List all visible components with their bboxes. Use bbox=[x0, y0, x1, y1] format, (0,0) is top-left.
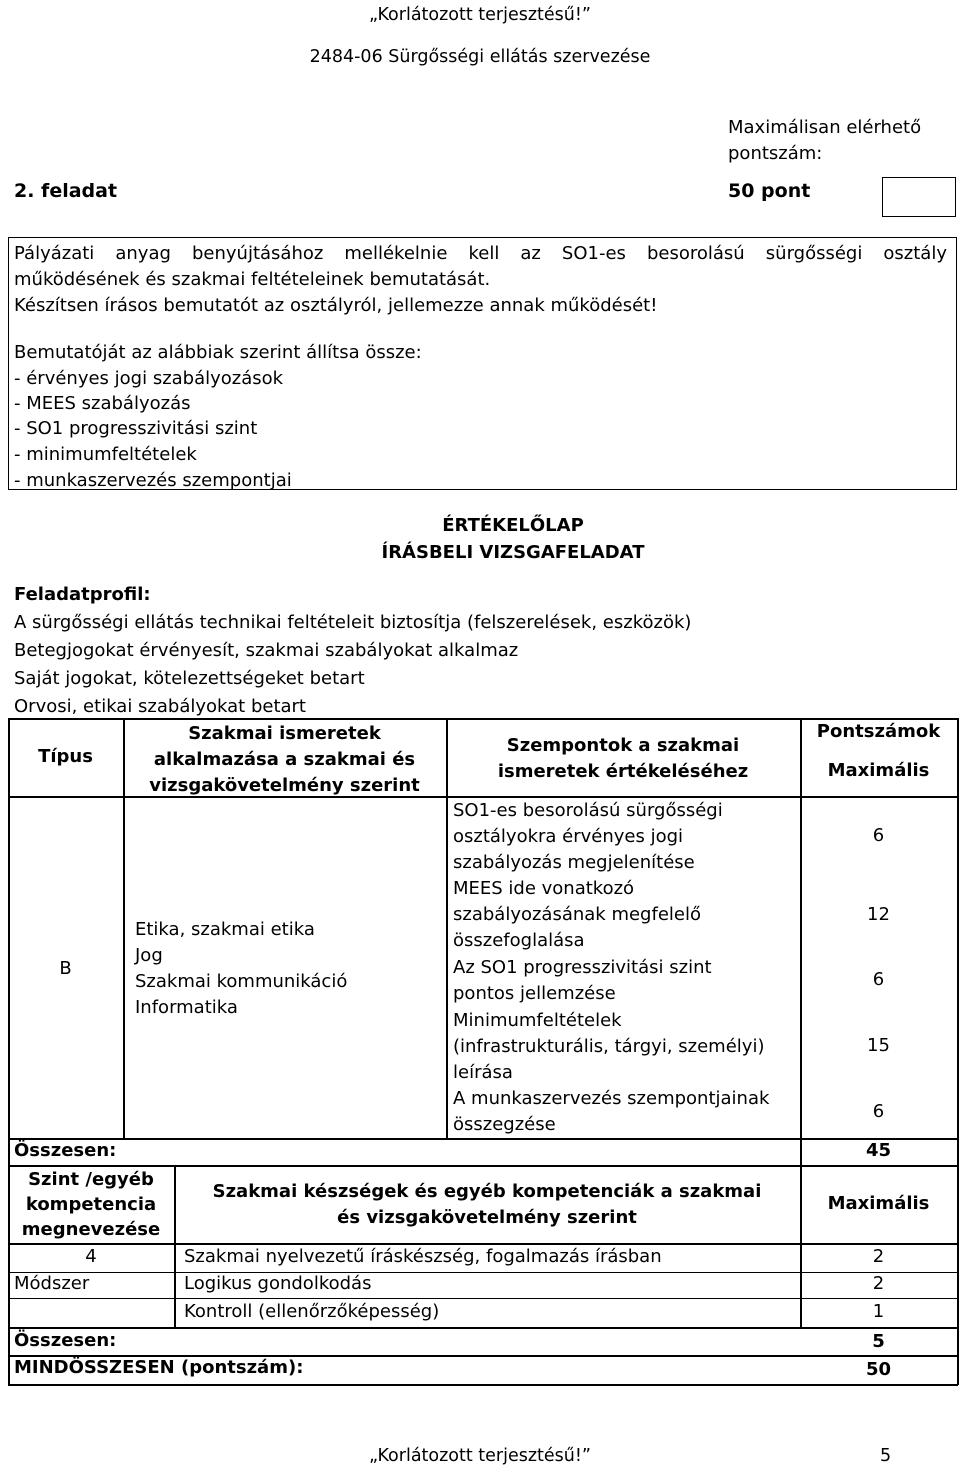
table2-total-label: Összesen: bbox=[14, 1330, 117, 1351]
sheet-title-line: ÍRÁSBELI VIZSGAFELADAT bbox=[381, 542, 645, 563]
criterion-line: összegzése bbox=[453, 1114, 556, 1135]
compose-item: - MEES szabályozás bbox=[14, 393, 191, 414]
criterion-points: 6 bbox=[872, 969, 885, 990]
table1-total-label: Összesen: bbox=[14, 1140, 117, 1161]
profile-item: Betegjogokat érvényesít, szakmai szabályokat alkalmaz bbox=[14, 640, 519, 661]
knowledge-list bbox=[135, 917, 347, 1021]
criterion-row bbox=[453, 955, 712, 1007]
col-header-skills bbox=[174, 1179, 800, 1231]
criterion-line: összefoglalása bbox=[453, 930, 585, 951]
criterion-line: leírása bbox=[453, 1062, 513, 1083]
criterion-row bbox=[453, 798, 723, 876]
header-line: kompetencia bbox=[25, 1194, 157, 1215]
criterion-line: Minimumfeltételek bbox=[453, 1010, 622, 1031]
criterion-row bbox=[453, 1008, 764, 1086]
table1-total-value: 45 bbox=[865, 1140, 892, 1161]
restricted-footer: „Korlátozott terjesztésű!” bbox=[369, 1446, 591, 1466]
max-points-label-line: Maximálisan elérhető bbox=[728, 117, 922, 138]
compose-item: - minimumfeltételek bbox=[14, 444, 197, 465]
task-label: 2. feladat bbox=[14, 180, 118, 202]
row-points: 2 bbox=[872, 1273, 885, 1294]
page-number: 5 bbox=[880, 1446, 892, 1466]
grand-total-label: MINDÖSSZESEN (pontszám): bbox=[14, 1357, 304, 1378]
sheet-title-line: ÉRTÉKELŐLAP bbox=[442, 515, 584, 536]
knowledge-item: Szakmai kommunikáció bbox=[135, 971, 348, 992]
instruction-line: működésének és szakmai feltételeinek bemutatását. bbox=[14, 269, 491, 290]
compose-item: - SO1 progresszivitási szint bbox=[14, 418, 258, 439]
criterion-points: 15 bbox=[867, 1035, 890, 1056]
task-points: 50 pont bbox=[728, 180, 811, 202]
sheet-title bbox=[313, 512, 713, 566]
col-header-level bbox=[8, 1167, 174, 1242]
header-line: és vizsgakövetelmény szerint bbox=[337, 1207, 637, 1228]
max-points-label-line: pontszám: bbox=[728, 143, 823, 164]
header-line: vizsgakövetelmény szerint bbox=[149, 775, 420, 796]
criterion-line: szabályozásának megfelelő bbox=[453, 904, 701, 925]
criterion-line: A munkaszervezés szempontjainak bbox=[453, 1088, 770, 1109]
row-level: 4 bbox=[85, 1246, 97, 1267]
profile-item: A sürgősségi ellátás technikai feltételeit biztosítja (felszerelések, eszközök) bbox=[14, 612, 692, 633]
col-header-max: Maximális bbox=[827, 1193, 930, 1214]
col-header-type: Típus bbox=[38, 746, 93, 767]
criterion-points: 12 bbox=[867, 904, 890, 925]
profile-item: Orvosi, etikai szabályokat betart bbox=[14, 696, 306, 717]
col-header-max: Maximális bbox=[827, 760, 930, 781]
header-line: Szakmai készségek és egyéb kompetenciák a szakmai bbox=[212, 1181, 762, 1202]
row-skill: Szakmai nyelvezetű íráskészség, fogalmazás írásban bbox=[184, 1246, 662, 1267]
criterion-line: pontos jellemzése bbox=[453, 983, 616, 1004]
knowledge-item: Informatika bbox=[135, 997, 238, 1018]
row-skill: Kontroll (ellenőrzőképesség) bbox=[184, 1301, 440, 1322]
grand-total-value: 50 bbox=[865, 1359, 892, 1380]
criterion-row bbox=[453, 876, 701, 954]
profile-item: Saját jogokat, kötelezettségeket betart bbox=[14, 668, 365, 689]
header-line: Szempontok a szakmai bbox=[506, 735, 740, 756]
criterion-line: Az SO1 progresszivitási szint bbox=[453, 957, 712, 978]
col-header-criteria bbox=[446, 733, 800, 785]
compose-intro: Bemutatóját az alábbiak szerint állítsa össze: bbox=[14, 342, 422, 363]
table2-total-value: 5 bbox=[872, 1331, 885, 1352]
row-points: 1 bbox=[872, 1301, 885, 1322]
instruction-line: Pályázati anyag benyújtásához mellékelnie kell az SO1-es besorolású sürgősségi osztály bbox=[14, 243, 947, 264]
header-line: Szint /egyéb bbox=[28, 1169, 154, 1190]
criterion-line: szabályozás megjelenítése bbox=[453, 852, 695, 873]
col-header-knowledge bbox=[123, 721, 446, 799]
header-line: Szakmai ismeretek bbox=[188, 723, 381, 744]
profile-label: Feladatprofil: bbox=[14, 584, 151, 605]
header-line: alkalmazása a szakmai és bbox=[153, 749, 416, 770]
restricted-header: „Korlátozott terjesztésű!” bbox=[369, 5, 591, 25]
instruction-line: Készítsen írásos bemutatót az osztályról, jellemezze annak működését! bbox=[14, 295, 658, 316]
profile-list bbox=[14, 609, 691, 721]
row-points: 2 bbox=[872, 1246, 885, 1267]
exam-title: 2484-06 Sürgősségi ellátás szervezése bbox=[309, 47, 651, 67]
max-points-label bbox=[728, 115, 921, 167]
row-skill: Logikus gondolkodás bbox=[184, 1273, 372, 1294]
criterion-line: MEES ide vonatkozó bbox=[453, 878, 635, 899]
criterion-line: osztályokra érvényes jogi bbox=[453, 826, 684, 847]
header-line: megnevezése bbox=[21, 1219, 161, 1240]
score-box bbox=[882, 177, 956, 217]
criterion-row bbox=[453, 1086, 769, 1138]
criterion-line: SO1-es besorolású sürgősségi bbox=[453, 800, 723, 821]
row-level: Módszer bbox=[14, 1273, 90, 1294]
knowledge-item: Jog bbox=[135, 945, 163, 966]
col-header-points: Pontszámok bbox=[816, 721, 941, 742]
criterion-points: 6 bbox=[872, 825, 885, 846]
compose-item: - munkaszervezés szempontjai bbox=[14, 470, 292, 491]
header-line: ismeretek értékeléséhez bbox=[497, 761, 749, 782]
criterion-points: 6 bbox=[872, 1101, 885, 1122]
type-value: B bbox=[59, 958, 72, 979]
knowledge-item: Etika, szakmai etika bbox=[135, 919, 315, 940]
criterion-line: (infrastrukturális, tárgyi, személyi) bbox=[453, 1036, 765, 1057]
compose-item: - érvényes jogi szabályozások bbox=[14, 368, 284, 389]
